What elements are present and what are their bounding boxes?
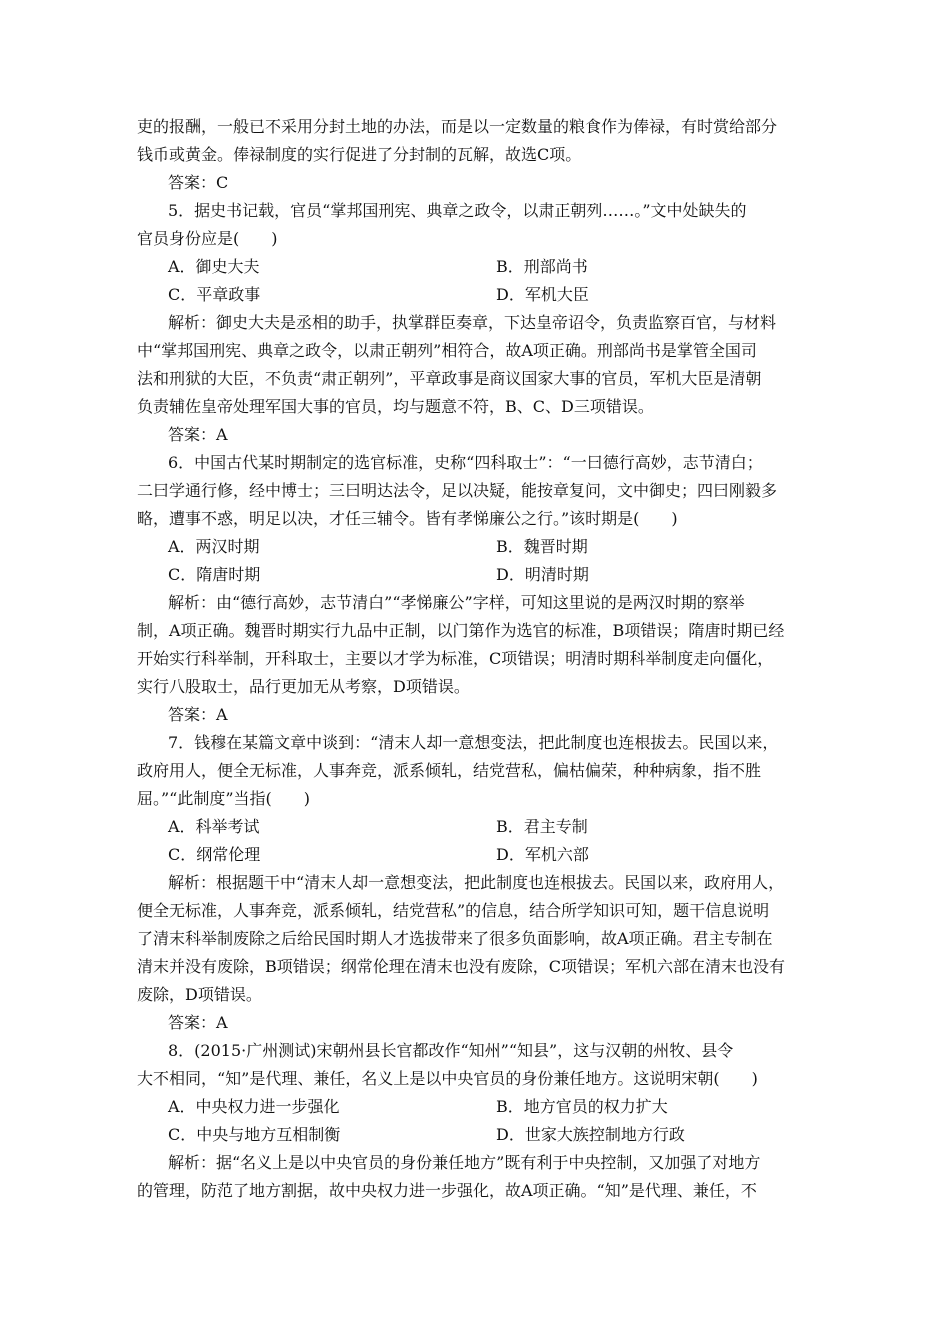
question-7 — [137, 729, 825, 1037]
analysis-line: 中“掌邦国刑宪、典章之政令，以肃正朝列”相符合，故A项正确。刑部尚书是掌管全国司 — [137, 341, 757, 360]
option-a: A．中央权力进一步强化 — [168, 1097, 340, 1116]
analysis-line: 了清末科举制废除之后给民国时期人才选拔带来了很多负面影响，故A项正确。君主专制在 — [137, 929, 773, 948]
question-stem: 二曰学通行修，经中博士；三曰明达法令，足以决疑，能按章复问，文中御史；四曰刚毅多 — [137, 481, 778, 500]
option-row — [137, 1093, 825, 1121]
analysis-line: 解析：御史大夫是丞相的助手，执掌群臣奏章，下达皇帝诏令，负责监察百官，与材料 — [168, 313, 777, 332]
analysis-line: 解析：根据题干中“清末人却一意想变法，把此制度也连根拔去。民国以来，政府用人， — [168, 873, 785, 892]
analysis-line: 实行八股取士，品行更加无从考察，D项错误。 — [137, 677, 470, 696]
question-stem: 6．中国古代某时期制定的选官标准，史称“四科取士”：“一曰德行高妙，志节清白； — [168, 453, 763, 472]
option-row — [137, 281, 825, 309]
option-row — [137, 253, 825, 281]
question-stem: 官员身份应是( ) — [137, 229, 278, 248]
analysis-line: 便全无标准，人事奔竞，派系倾轧，结党营私”的信息，结合所学知识可知，题干信息说明 — [137, 901, 770, 920]
option-d: D．世家大族控制地方行政 — [496, 1125, 685, 1144]
option-row — [137, 841, 825, 869]
analysis-line: 解析：据“名义上是以中央官员的身份兼任地方”既有利于中央控制，又加强了对地方 — [168, 1153, 761, 1172]
option-c: C．平章政事 — [168, 285, 261, 304]
document-page — [137, 113, 825, 1205]
analysis-line: 制，A项正确。魏晋时期实行九品中正制，以门第作为选官的标准，B项错误；隋唐时期已经 — [137, 621, 785, 640]
analysis-line: 开始实行科举制，开科取士，主要以才学为标准，C项错误；明清时期科举制度走向僵化， — [137, 649, 774, 668]
question-stem: 7．钱穆在某篇文章中谈到：“清末人却一意想变法，把此制度也连根拔去。民国以来， — [168, 733, 779, 752]
question-stem: 略，遭事不惑，明足以决，才任三辅令。皆有孝悌廉公之行。”该时期是( ) — [137, 509, 678, 528]
answer-line: 答案：A — [168, 1013, 228, 1032]
question-stem: 5．据史书记载，官员“掌邦国刑宪、典章之政令，以肃正朝列……。”文中处缺失的 — [168, 201, 747, 220]
text-line: 吏的报酬，一般已不采用分封土地的办法，而是以一定数量的粮食作为俸禄，有时赏给部分 — [137, 117, 778, 136]
text-line: 钱币或黄金。俸禄制度的实行促进了分封制的瓦解，故选C项。 — [137, 145, 582, 164]
question-stem: 屈。”“此制度”当指( ) — [137, 789, 311, 808]
question-stem: 8．(2015·广州测试)宋朝州县长官都改作“知州”“知县”，这与汉朝的州牧、县令 — [168, 1041, 734, 1060]
question-8 — [137, 1037, 825, 1205]
option-row — [137, 561, 825, 589]
option-c: C．中央与地方互相制衡 — [168, 1125, 341, 1144]
question-5 — [137, 197, 825, 449]
question-stem: 政府用人，便全无标准，人事奔竞，派系倾轧，结党营私，偏枯偏荣，种种病象，指不胜 — [137, 761, 762, 780]
option-b: B．君主专制 — [496, 817, 588, 836]
option-d: D．明清时期 — [496, 565, 589, 584]
analysis-line: 负责辅佐皇帝处理军国大事的官员，均与题意不符，B、C、D三项错误。 — [137, 397, 654, 416]
option-b: B．地方官员的权力扩大 — [496, 1097, 668, 1116]
option-b: B．刑部尚书 — [496, 257, 588, 276]
answer-line: 答案：A — [168, 705, 228, 724]
answer-line: 答案：A — [168, 425, 228, 444]
analysis-line: 法和刑狱的大臣，不负责“肃正朝列”，平章政事是商议国家大事的官员，军机大臣是清朝 — [137, 369, 762, 388]
option-row — [137, 533, 825, 561]
analysis-line: 清末并没有废除，B项错误；纲常伦理在清末也没有废除，C项错误；军机六部在清末也没有 — [137, 957, 786, 976]
option-c: C．纲常伦理 — [168, 845, 261, 864]
option-b: B．魏晋时期 — [496, 537, 588, 556]
option-row — [137, 813, 825, 841]
option-row — [137, 1121, 825, 1149]
option-c: C．隋唐时期 — [168, 565, 261, 584]
question-stem: 大不相同，“知”是代理、兼任，名义上是以中央官员的身份兼任地方。这说明宋朝( ) — [137, 1069, 758, 1088]
analysis-line: 解析：由“德行高妙，志节清白”“孝悌廉公”字样，可知这里说的是两汉时期的察举 — [168, 593, 745, 612]
option-d: D．军机大臣 — [496, 285, 589, 304]
option-a: A．科举考试 — [168, 817, 260, 836]
analysis-line: 废除，D项错误。 — [137, 985, 262, 1004]
analysis-line: 的管理，防范了地方割据，故中央权力进一步强化，故A项正确。“知”是代理、兼任，不 — [137, 1181, 757, 1200]
question-6 — [137, 449, 825, 729]
answer-line: 答案：C — [168, 173, 229, 192]
option-a: A．两汉时期 — [168, 537, 260, 556]
intro-block — [137, 113, 825, 197]
option-a: A．御史大夫 — [168, 257, 260, 276]
option-d: D．军机六部 — [496, 845, 589, 864]
